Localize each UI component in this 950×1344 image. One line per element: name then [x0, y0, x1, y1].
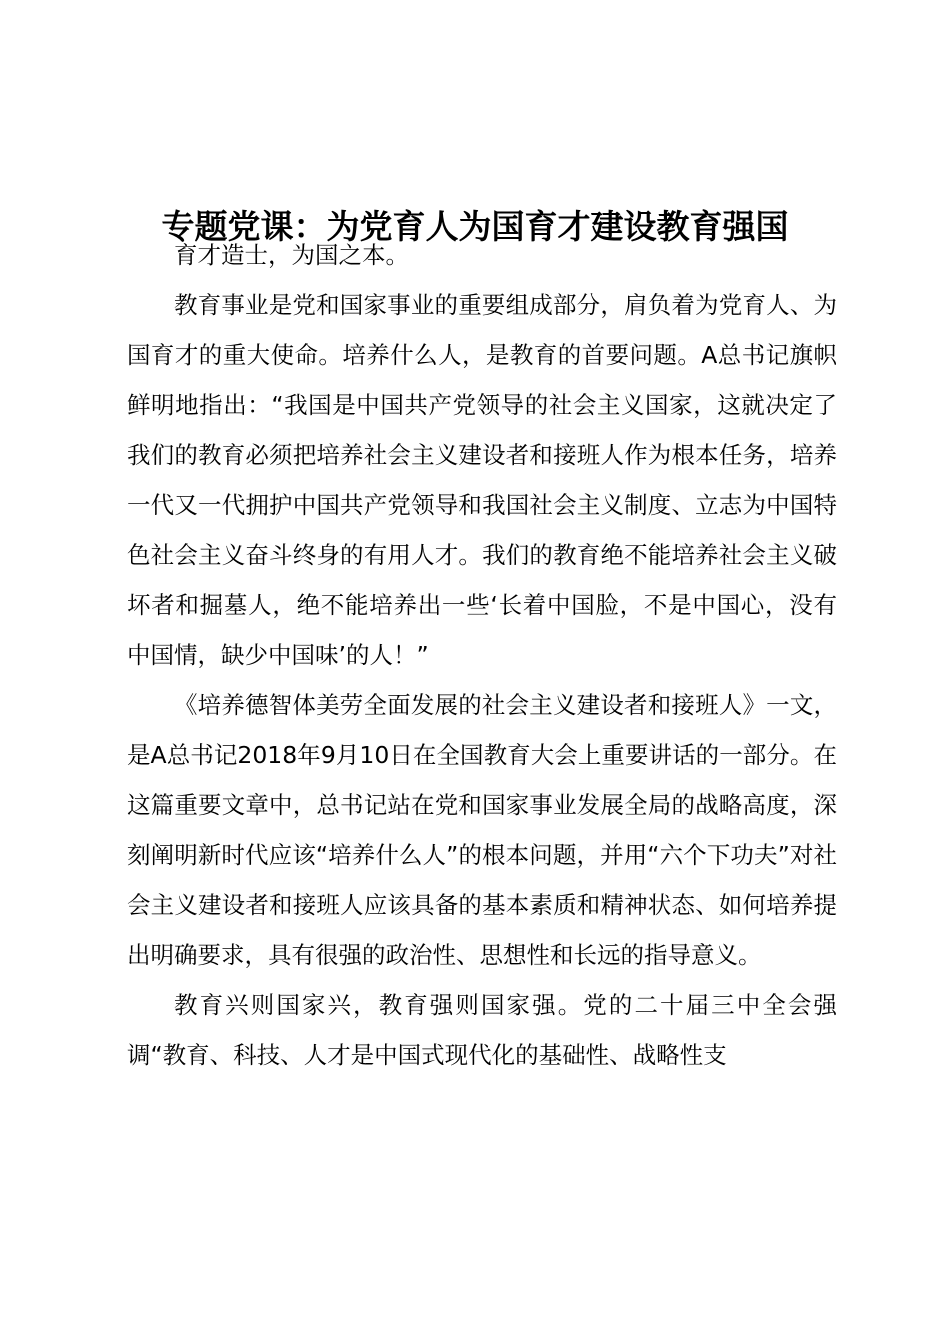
document-body [127, 230, 837, 1080]
document-title: 专题党课：为党育人为国育才建设教育强国 [161, 207, 789, 247]
paragraph-3: 《培养德智体美劳全面发展的社会主义建设者和接班人》一文，是A总书记2018年9月10日在全国教育大会上重要讲话的一部分。在这篇重要文章中，总书记站在党和国家事业发展全局的战略高度，深刻阐明新时代应该“培养什么人”的根本问题，并用“六个下功夫”对社会主义建设者和接班人应该具备的基本素质和精神状态、如何培养提出明确要求，具有很强的政治性、思想性和长远的指导意义。 [127, 691, 837, 969]
paragraph-1: 育才造士，为国之本。 [174, 241, 409, 269]
paragraph-4: 教育兴则国家兴，教育强则国家强。党的二十届三中全会强调“教育、科技、人才是中国式现代化的基础性、战略性支 [127, 991, 837, 1069]
paragraph-2: 教育事业是党和国家事业的重要组成部分，肩负着为党育人、为国育才的重大使命。培养什么人，是教育的首要问题。A总书记旗帜鲜明地指出：“我国是中国共产党领导的社会主义国家，这就决定了我们的教育必须把培养社会主义建设者和接班人作为根本任务，培养一代又一代拥护中国共产党领导和我国社会主义制度、立志为中国特色社会主义奋斗终身的有用人才。我们的教育绝不能培养社会主义破坏者和掘墓人，绝不能培养出一些‘长着中国脸，不是中国心，没有中国情，缺少中国味’的人！” [127, 291, 837, 669]
